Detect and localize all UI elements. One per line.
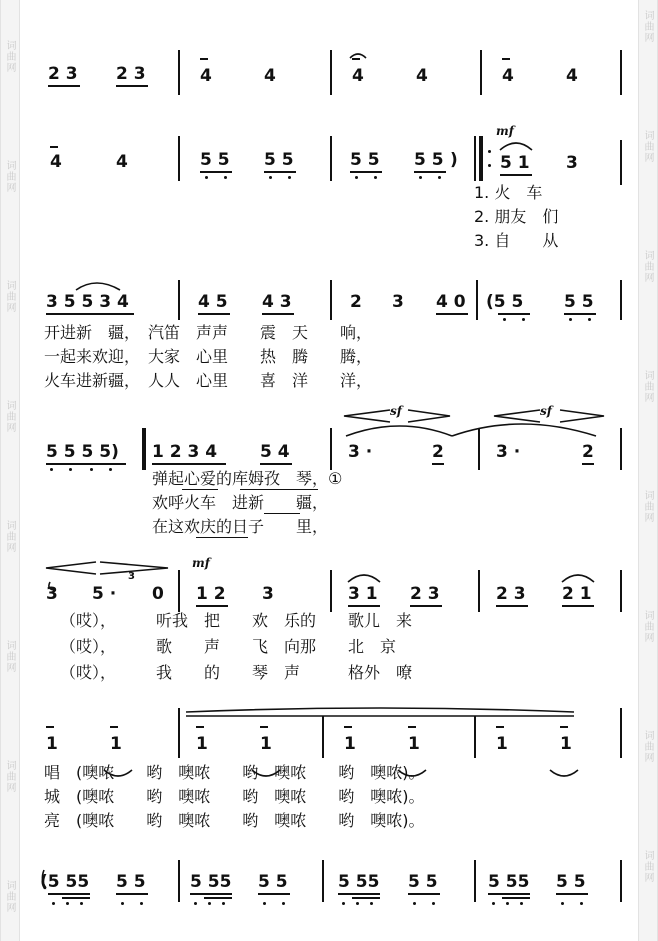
- tie: [346, 426, 452, 436]
- note-group: 1 2 3 4: [152, 442, 218, 462]
- note: 1: [408, 734, 420, 754]
- note: 4: [116, 152, 128, 172]
- note: 1: [260, 734, 272, 754]
- watermark-text: 词曲网: [4, 40, 15, 73]
- tie: [186, 708, 574, 712]
- note-group: 1 2: [196, 584, 226, 604]
- watermark-text: 词曲网: [642, 850, 653, 883]
- note: 1: [560, 734, 572, 754]
- note: 1: [110, 734, 122, 754]
- lyric-verse-3: 亮 (噢哝 哟 噢哝 哟 噢哝 哟 噢哝)。: [44, 811, 425, 830]
- tie: [452, 424, 596, 436]
- lyric-slur: [550, 770, 578, 776]
- lyric-verse-1: （哎）， 听我 把 欢 乐的 歌儿 来: [60, 611, 413, 630]
- note-group: 5 55: [488, 872, 530, 892]
- note-group: (5 55: [40, 872, 90, 892]
- dynamic-sf: sf: [540, 404, 552, 418]
- note: 3: [46, 584, 58, 604]
- lyric-verse-3: （哎）， 我 的 琴 声 格外 嘹: [60, 663, 413, 682]
- decrescendo-hairpin: [408, 410, 450, 422]
- note-group: 5 5: [564, 292, 594, 312]
- slur: [562, 575, 594, 582]
- note-group: 3 1: [348, 584, 378, 604]
- watermark-text: 词曲网: [4, 280, 15, 313]
- crescendo-hairpin: [46, 562, 96, 574]
- note-group: 4 5: [198, 292, 228, 312]
- crescendo-hairpin: [344, 410, 390, 422]
- note-group: 2 3: [48, 64, 78, 84]
- lyric-slur: [398, 770, 426, 776]
- dynamic-mf: mf: [192, 556, 210, 570]
- note: 3: [392, 292, 404, 312]
- note-group: 5 5: [408, 872, 438, 892]
- note: 2: [350, 292, 362, 312]
- note: 4: [416, 66, 428, 86]
- note-group: 4 0: [436, 292, 466, 312]
- note-group: 5 5 5 5): [46, 442, 119, 462]
- note: 4: [200, 66, 212, 86]
- note: 4: [502, 66, 514, 86]
- watermark-text: 词曲网: [642, 10, 653, 43]
- lyric-verse-2: 2. 朋友 们: [474, 207, 559, 226]
- note-group: 5 1: [500, 153, 530, 173]
- note: 4: [264, 66, 276, 86]
- slur: [348, 575, 380, 582]
- lyric-verse-3: 3. 自 从: [474, 231, 559, 250]
- note: 2: [582, 442, 594, 462]
- note: 2: [432, 442, 444, 462]
- watermark-text: 词曲网: [642, 370, 653, 403]
- watermark-text: 词曲网: [4, 160, 15, 193]
- paren-close: ): [450, 150, 458, 170]
- note-group: 2 3: [116, 64, 146, 84]
- watermark-text: 词曲网: [642, 130, 653, 163]
- watermark-text: 词曲网: [642, 730, 653, 763]
- note-group: 2 1: [562, 584, 592, 604]
- note: 4: [352, 66, 364, 86]
- note: 3: [262, 584, 274, 604]
- slur: [350, 54, 366, 58]
- lyric-verse-2: （哎）， 歌 声 飞 向那 北 京: [60, 637, 397, 656]
- note-dotted: 3 ·: [348, 442, 373, 462]
- watermark-text: 词曲网: [4, 640, 15, 673]
- lyric-verse-1: 1. 火 车: [474, 183, 543, 202]
- lyric-verse-3: 火车进新疆， 人人 心里 喜 洋 洋，: [44, 371, 373, 390]
- note-group: (5 5: [486, 292, 524, 312]
- watermark-text: 词曲网: [4, 400, 15, 433]
- note-group: 2 3: [496, 584, 526, 604]
- lyric-slur: [252, 770, 280, 776]
- slur: [49, 582, 56, 590]
- slur: [76, 283, 120, 290]
- note-group: 5 5: [264, 150, 294, 170]
- lyric-verse-1: 弹起心爱的库姆孜 琴，①: [152, 469, 343, 488]
- note: 1: [46, 734, 58, 754]
- watermark-text: 词曲网: [4, 760, 15, 793]
- note-group: 5 5: [116, 872, 146, 892]
- slur: [42, 870, 46, 888]
- lyric-verse-2: 欢呼火车 进新 疆，: [152, 493, 329, 512]
- watermark-text: 词曲网: [4, 520, 15, 553]
- grace-note: 3: [128, 571, 135, 582]
- note-group: 4 3: [262, 292, 292, 312]
- dynamic-mf: mf: [496, 124, 514, 138]
- crescendo-hairpin: [494, 410, 540, 422]
- watermark-text: 词曲网: [642, 490, 653, 523]
- note-group: 5 5: [200, 150, 230, 170]
- note: 3: [566, 153, 578, 173]
- note-dotted: 3 ·: [496, 442, 521, 462]
- lyric-verse-1: 唱 (噢哝 哟 噢哝 哟 噢哝 哟 噢哝)。: [44, 763, 425, 782]
- note-group: 5 55: [190, 872, 232, 892]
- note-group: 3 5 5 3 4: [46, 292, 129, 312]
- note-group: 5 55: [338, 872, 380, 892]
- note-group: 5 4: [260, 442, 290, 462]
- watermark-text: 词曲网: [4, 880, 15, 913]
- watermark-text: 词曲网: [642, 250, 653, 283]
- lyric-verse-1: 开进新 疆， 汽笛 声声 震 天 响，: [44, 323, 373, 342]
- note-group: 5 5: [414, 150, 444, 170]
- lyric-slur: [104, 770, 132, 776]
- note-dotted: 5 ·: [92, 584, 117, 604]
- note: 1: [196, 734, 208, 754]
- note: 1: [496, 734, 508, 754]
- note: 0: [152, 584, 164, 604]
- lyric-verse-3: 在这欢庆的日子 里，: [152, 517, 329, 536]
- note-group: 2 3: [410, 584, 440, 604]
- watermark-text: 词曲网: [642, 610, 653, 643]
- lyric-verse-2: 一起来欢迎， 大家 心里 热 腾 腾，: [44, 347, 373, 366]
- lyric-verse-2: 城 (噢哝 哟 噢哝 哟 噢哝 哟 噢哝)。: [44, 787, 425, 806]
- decrescendo-hairpin: [560, 410, 604, 422]
- note-group: 5 5: [556, 872, 586, 892]
- note: 1: [344, 734, 356, 754]
- dynamic-sf: sf: [390, 404, 402, 418]
- slur: [500, 143, 532, 150]
- note-group: 5 5: [350, 150, 380, 170]
- decrescendo-hairpin: [100, 562, 168, 574]
- note: 4: [50, 152, 62, 172]
- note: 4: [566, 66, 578, 86]
- note-group: 5 5: [258, 872, 288, 892]
